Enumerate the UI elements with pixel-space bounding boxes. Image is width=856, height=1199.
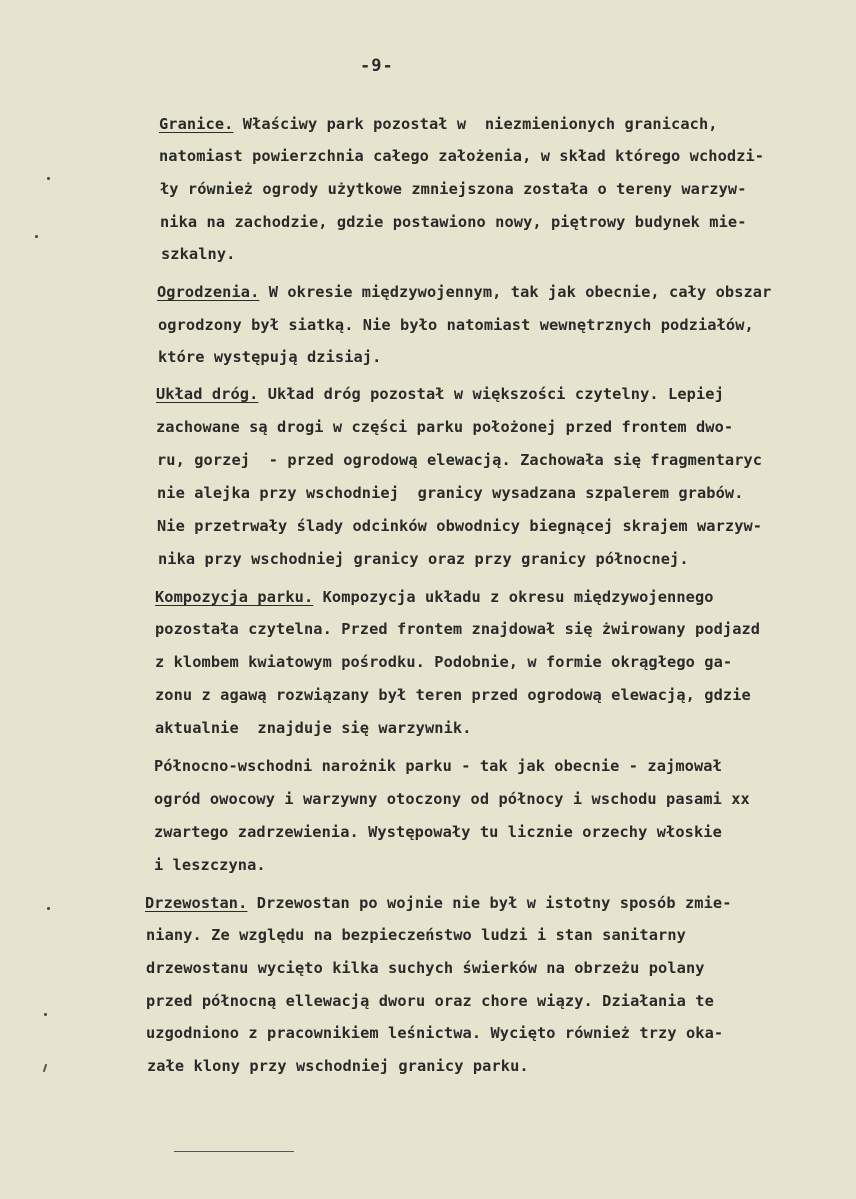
text-line	[157, 450, 762, 470]
text-line	[158, 347, 381, 367]
line-text: Nie przetrwały ślady odcinków obwodnicy biegnącej skrajem warzyw-	[157, 517, 763, 535]
line-text: aktualnie znajduje się warzywnik.	[155, 719, 472, 737]
line-text: drzewostanu wycięto kilka suchych świerków na obrzeżu polany	[146, 959, 705, 977]
text-line	[154, 789, 750, 809]
text-line	[156, 384, 724, 404]
margin-mark	[44, 1013, 47, 1016]
text-line	[160, 179, 747, 199]
text-line	[157, 516, 762, 536]
line-text: Układ dróg pozostał w większości czytelny. Lepiej	[258, 385, 724, 403]
text-line	[145, 893, 732, 913]
line-text: i leszczyna.	[154, 856, 266, 874]
text-line	[146, 925, 686, 945]
line-text: ogród owocowy i warzywny otoczony od północy i wschodu pasami xx	[154, 790, 750, 808]
line-text: przed północną ellewacją dworu oraz chore wiązy. Działania te	[146, 992, 714, 1010]
page-number: -9-	[360, 56, 394, 76]
text-line	[159, 114, 718, 134]
line-text: nika przy wschodniej granicy oraz przy granicy północnej.	[158, 550, 689, 568]
line-text: W okresie międzywojennym, tak jak obecnie, cały obszar	[259, 283, 772, 301]
line-text: ogrodzony był siatką. Nie było natomiast wewnętrznych podziałów,	[158, 316, 754, 334]
line-text: Północno-wschodni narożnik parku - tak jak obecnie - zajmował	[154, 757, 722, 775]
line-text: które występują dzisiaj.	[158, 348, 382, 366]
line-text: zwartego zadrzewienia. Występowały tu licznie orzechy włoskie	[154, 823, 722, 841]
line-text: uzgodniono z pracownikiem leśnictwa. Wycięto również trzy oka-	[146, 1024, 724, 1042]
text-line	[159, 146, 764, 166]
text-line	[156, 417, 733, 437]
text-line	[146, 958, 705, 978]
line-text: Drzewostan po wojnie nie był w istotny sposób zmie-	[247, 894, 732, 912]
text-line	[160, 212, 747, 232]
text-line	[157, 282, 771, 302]
text-line	[158, 315, 754, 335]
text-line	[155, 619, 760, 639]
line-text: z klombem kwiatowym pośrodku. Podobnie, w formie okrągłego ga-	[155, 653, 733, 671]
text-line	[155, 587, 714, 607]
line-text: Właściwy park pozostał w niezmienionych granicach,	[233, 115, 718, 133]
line-text: ły również ogrody użytkowe zmniejszona została o tereny warzyw-	[160, 180, 747, 198]
margin-mark	[35, 235, 38, 238]
section-heading: Ogrodzenia.	[157, 283, 260, 301]
text-line	[147, 1056, 529, 1076]
text-line	[154, 756, 722, 776]
section-heading: Granice.	[159, 115, 234, 133]
section-heading: Układ dróg.	[156, 385, 259, 403]
text-line	[154, 855, 266, 875]
line-text: pozostała czytelna. Przed frontem znajdował się żwirowany podjazd	[155, 620, 761, 638]
line-text: zachowane są drogi w części parku położonej przed frontem dwo-	[156, 418, 734, 436]
section-heading: Drzewostan.	[145, 894, 248, 912]
line-text: natomiast powierzchnia całego założenia, w skład którego wchodzi-	[159, 147, 765, 165]
line-text: nika na zachodzie, gdzie postawiono nowy, piętrowy budynek mie-	[160, 213, 747, 231]
text-line	[155, 718, 472, 738]
text-line	[146, 1023, 723, 1043]
text-line	[158, 549, 689, 569]
text-line	[155, 685, 751, 705]
margin-mark	[47, 907, 50, 910]
text-line	[154, 822, 722, 842]
section-heading: Kompozycja parku.	[155, 588, 314, 606]
text-line	[157, 483, 744, 503]
line-text: Kompozycja układu z okresu międzywojennego	[313, 588, 714, 606]
line-text: niany. Ze względu na bezpieczeństwo ludzi i stan sanitarny	[146, 926, 686, 944]
bottom-rule	[174, 1151, 294, 1152]
line-text: szkalny.	[161, 245, 236, 263]
text-line	[155, 652, 732, 672]
text-line	[161, 244, 235, 264]
margin-mark	[47, 177, 50, 180]
text-line	[146, 991, 714, 1011]
line-text: załe klony przy wschodniej granicy parku.	[147, 1057, 529, 1075]
line-text: ru, gorzej - przed ogrodową elewacją. Zachowała się fragmentaryc	[157, 451, 763, 469]
line-text: zonu z agawą rozwiązany był teren przed ogrodową elewacją, gdzie	[155, 686, 751, 704]
line-text: nie alejka przy wschodniej granicy wysadzana szpalerem grabów.	[157, 484, 744, 502]
